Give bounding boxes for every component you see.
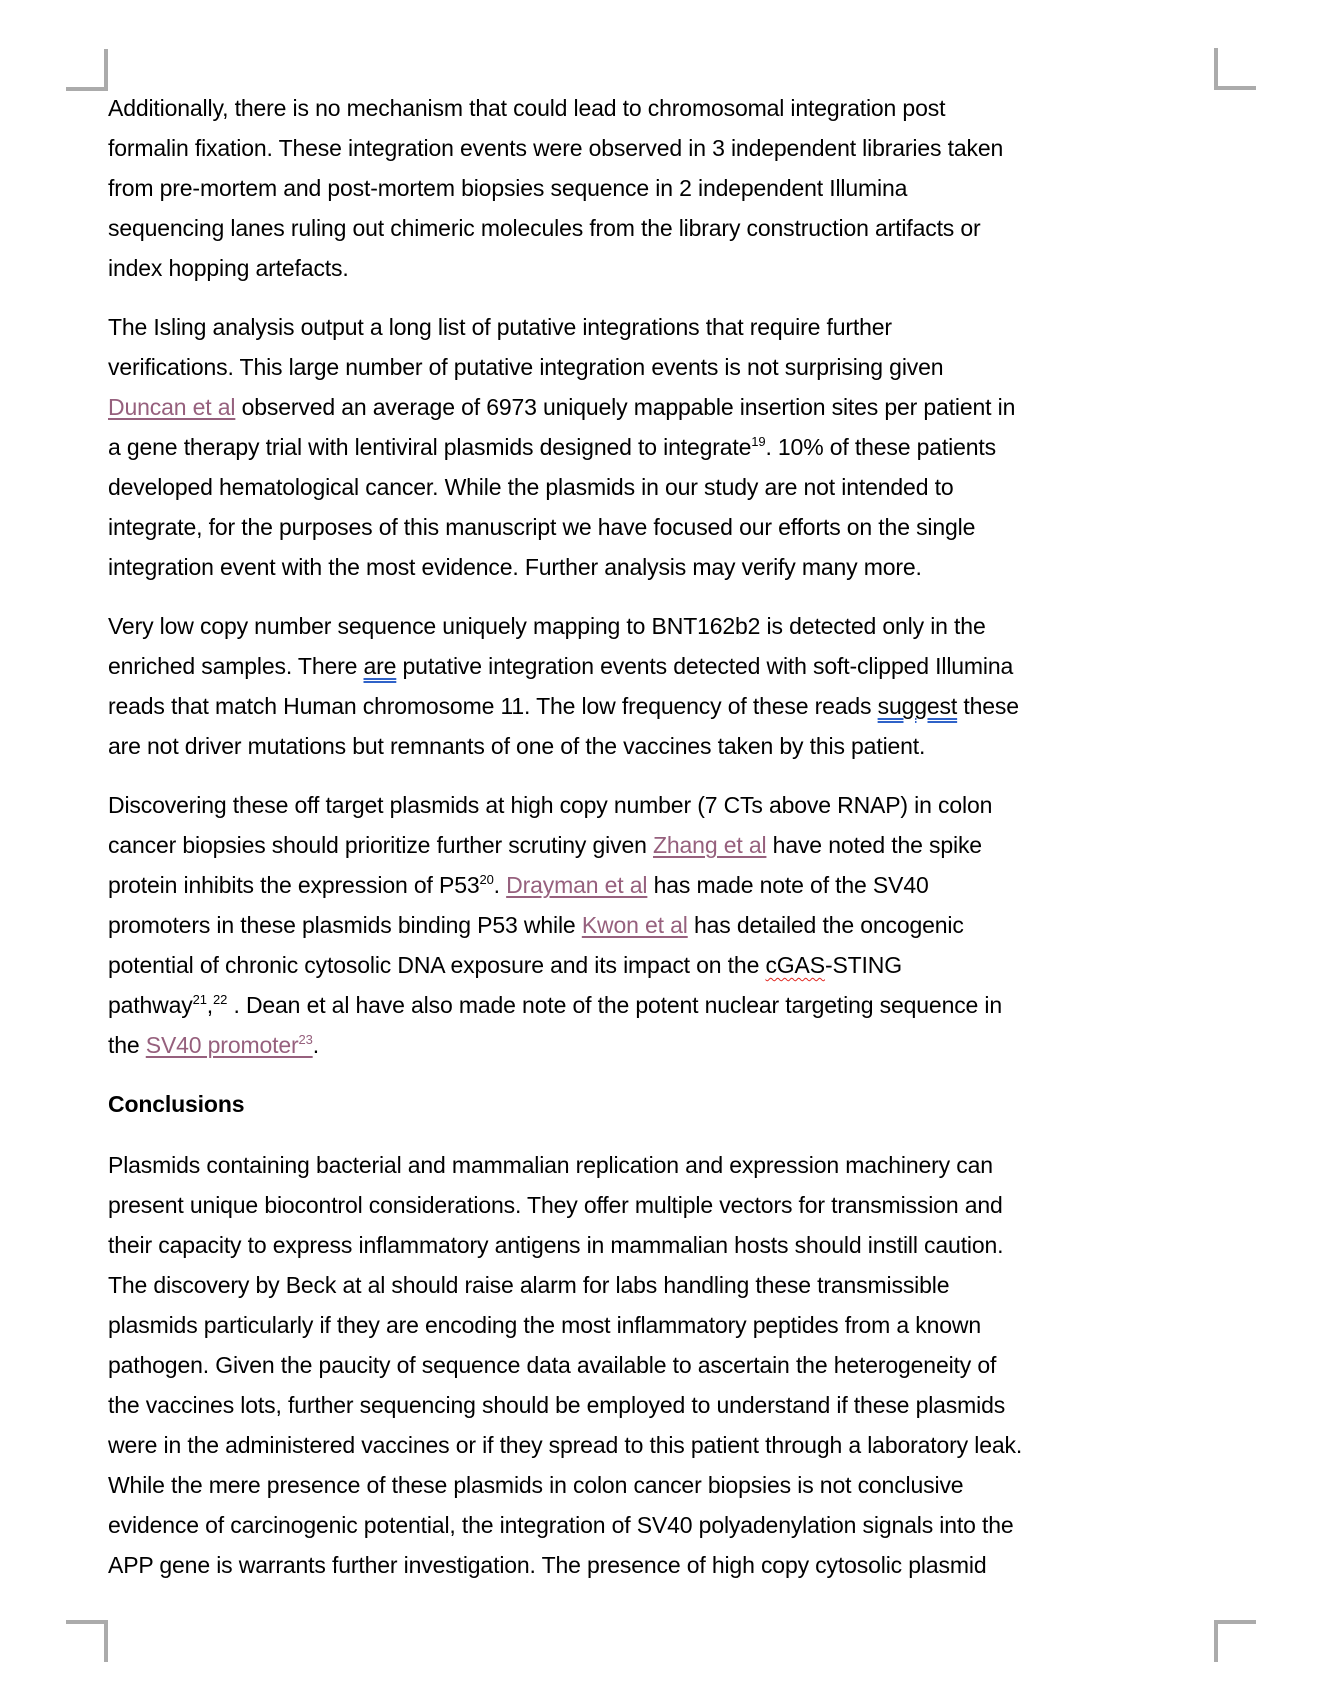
- text-span: the: [108, 1032, 146, 1058]
- crop-mark-top-right: [1214, 48, 1256, 90]
- grammar-flag-are[interactable]: are: [363, 653, 397, 679]
- text-line: formalin fixation. These integration events were observed in 3 independent libraries taken: [108, 135, 1004, 161]
- citation-superscript: 23: [298, 1032, 313, 1047]
- text-span: -STING: [824, 952, 902, 978]
- text-span: enriched samples. There: [108, 653, 364, 679]
- spelling-flag-cgas[interactable]: cGAS: [765, 952, 825, 978]
- text-line: Additionally, there is no mechanism that could lead to chromosomal integration post: [108, 95, 946, 121]
- section-heading-conclusions: Conclusions: [108, 1091, 245, 1117]
- text-line: sequencing lanes ruling out chimeric molecules from the library construction artifacts or: [108, 215, 981, 241]
- citation-superscript: 22: [213, 992, 228, 1007]
- crop-mark-bottom-left: [66, 1620, 108, 1662]
- text-span: have noted the spike: [766, 832, 982, 858]
- link-duncan-et-al[interactable]: Duncan et al: [108, 394, 236, 420]
- text-span: . 10% of these patients: [765, 434, 996, 460]
- text-span: . Dean et al have also made note of the potent nuclear targeting sequence in: [227, 992, 1003, 1018]
- text-line: APP gene is warrants further investigation. The presence of high copy cytosolic plasmid: [108, 1552, 987, 1578]
- text-line: were in the administered vaccines or if they spread to this patient through a laboratory leak.: [108, 1432, 1023, 1458]
- text-span: pathway: [108, 992, 193, 1018]
- text-line: The discovery by Beck at al should raise alarm for labs handling these transmissible: [108, 1272, 950, 1298]
- text-span: reads that match Human chromosome 11. The low frequency of these reads: [108, 693, 878, 719]
- text-line: [108, 1030, 319, 1060]
- text-line: the vaccines lots, further sequencing should be employed to understand if these plasmids: [108, 1392, 1006, 1418]
- text-line: are not driver mutations but remnants of one of the vaccines taken by this patient.: [108, 733, 926, 759]
- text-line: pathogen. Given the paucity of sequence data available to ascertain the heterogeneity of: [108, 1352, 997, 1378]
- text-span: .: [493, 872, 507, 898]
- link-sv40-promoter[interactable]: [146, 1032, 313, 1058]
- text-line: [108, 990, 1002, 1020]
- text-span: potential of chronic cytosolic DNA exposure and its impact on the: [108, 952, 766, 978]
- text-line: Plasmids containing bacterial and mammalian replication and expression machinery can: [108, 1152, 993, 1178]
- crop-mark-top-left: [66, 49, 108, 91]
- text-line: [108, 651, 1013, 681]
- text-line: integration event with the most evidence. Further analysis may verify many more.: [108, 554, 922, 580]
- text-span: has detailed the oncogenic: [687, 912, 964, 938]
- text-span: putative integration events detected with soft-clipped Illumina: [396, 653, 1014, 679]
- link-zhang-et-al[interactable]: Zhang et al: [653, 832, 767, 858]
- text-line: [108, 910, 964, 940]
- text-line: index hopping artefacts.: [108, 255, 349, 281]
- text-line: Discovering these off target plasmids at high copy number (7 CTs above RNAP) in colon: [108, 792, 993, 818]
- text-span: protein inhibits the expression of P53: [108, 872, 480, 898]
- text-line: While the mere presence of these plasmids in colon cancer biopsies is not conclusive: [108, 1472, 964, 1498]
- citation-superscript: 19: [751, 434, 766, 449]
- link-text: SV40 promoter: [145, 1032, 299, 1058]
- crop-mark-bottom-right: [1214, 1620, 1256, 1662]
- text-line: verifications. This large number of putative integration events is not surprising given: [108, 354, 944, 380]
- text-line: plasmids particularly if they are encoding the most inflammatory peptides from a known: [108, 1312, 982, 1338]
- text-line: from pre-mortem and post-mortem biopsies sequence in 2 independent Illumina: [108, 175, 908, 201]
- text-line: [108, 830, 982, 860]
- text-line: evidence of carcinogenic potential, the integration of SV40 polyadenylation signals into the: [108, 1512, 1014, 1538]
- text-span: a gene therapy trial with lentiviral plasmids designed to integrate: [108, 434, 752, 460]
- text-span: has made note of the SV40: [647, 872, 929, 898]
- text-line: integrate, for the purposes of this manuscript we have focused our efforts on the single: [108, 514, 976, 540]
- text-line: [108, 392, 1015, 422]
- text-line: [108, 432, 996, 462]
- link-kwon-et-al[interactable]: Kwon et al: [581, 912, 688, 938]
- text-line: The Isling analysis output a long list of putative integrations that require further: [108, 314, 892, 340]
- text-span: cancer biopsies should prioritize further scrutiny given: [108, 832, 653, 858]
- grammar-flag-suggest[interactable]: suggest: [877, 693, 958, 719]
- text-span: promoters in these plasmids binding P53 while: [108, 912, 582, 938]
- text-span: ,: [206, 992, 214, 1018]
- text-line: developed hematological cancer. While the plasmids in our study are not intended to: [108, 474, 954, 500]
- text-line: [108, 870, 929, 900]
- text-line: their capacity to express inflammatory antigens in mammalian hosts should instill caution.: [108, 1232, 1004, 1258]
- text-span: .: [312, 1032, 319, 1058]
- text-span: these: [957, 693, 1019, 719]
- citation-superscript: 20: [479, 872, 494, 887]
- link-drayman-et-al[interactable]: Drayman et al: [506, 872, 648, 898]
- text-line: present unique biocontrol considerations. They offer multiple vectors for transmission and: [108, 1192, 1003, 1218]
- text-span: observed an average of 6973 uniquely mappable insertion sites per patient in: [235, 394, 1016, 420]
- text-line: Very low copy number sequence uniquely mapping to BNT162b2 is detected only in the: [108, 613, 986, 639]
- citation-superscript: 21: [192, 992, 207, 1007]
- text-line: [108, 950, 902, 980]
- text-line: [108, 691, 1019, 721]
